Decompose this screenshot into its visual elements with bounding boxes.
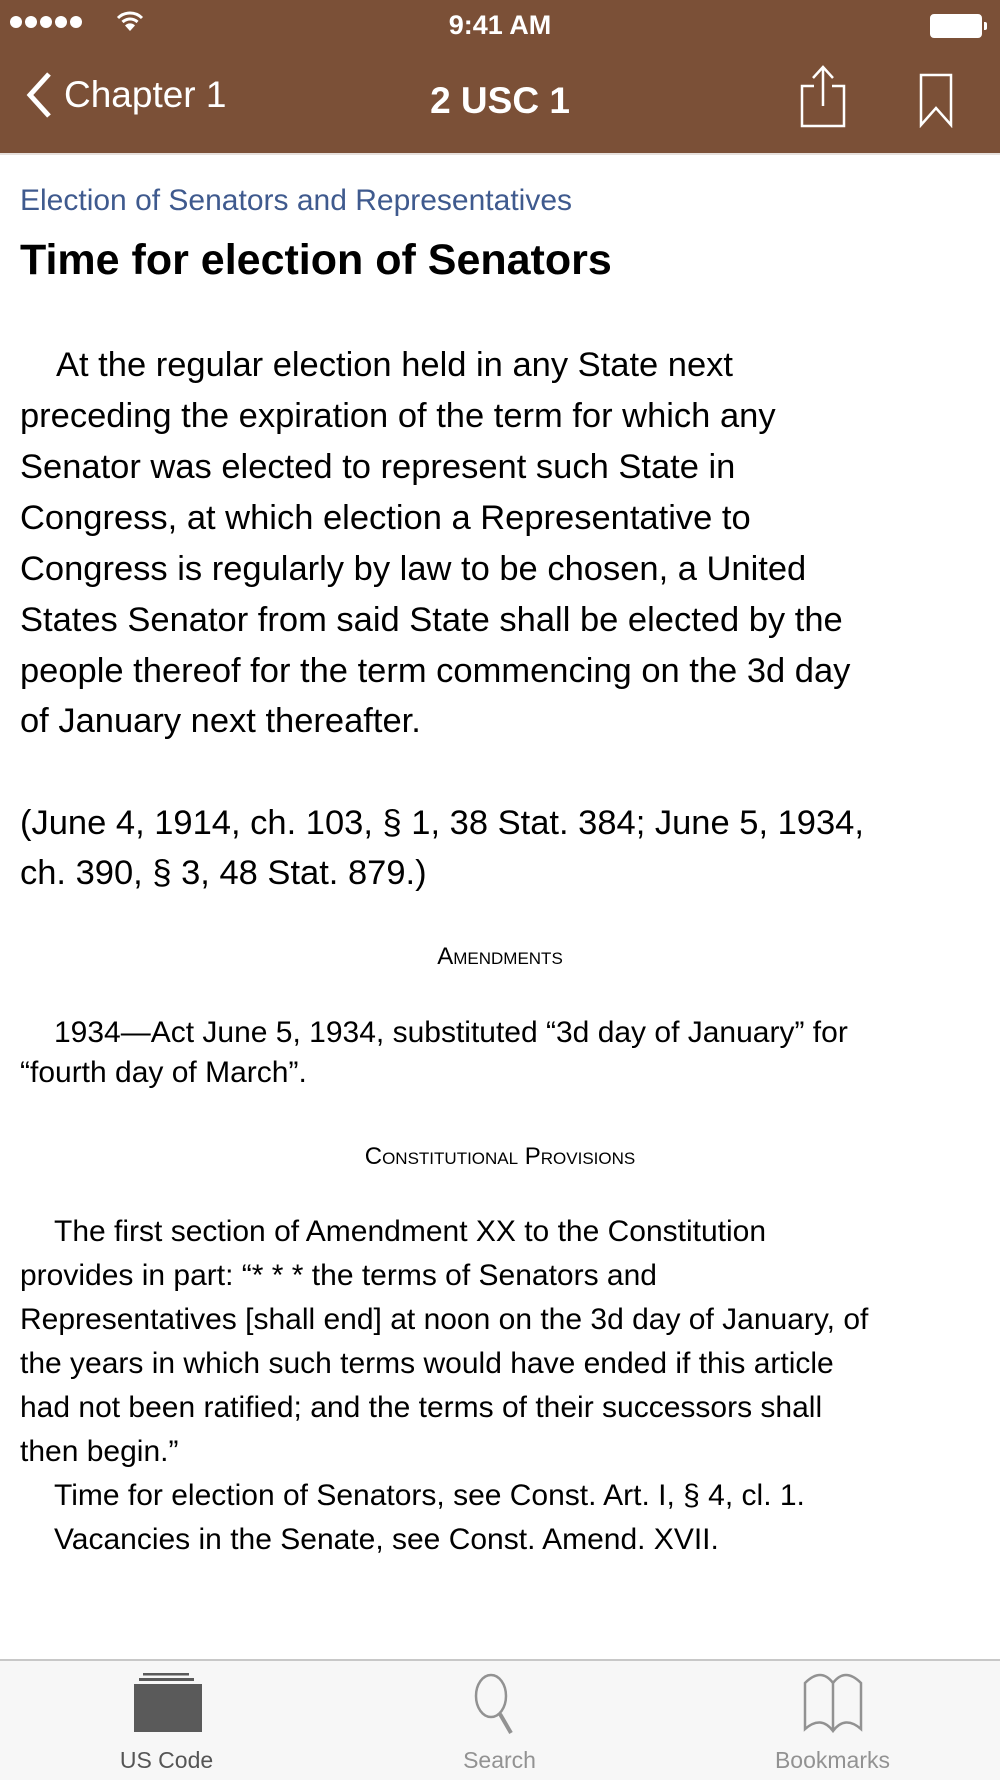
amendments-line: “fourth day of March”.	[20, 1056, 307, 1089]
provisions-line: The first section of Amendment XX to the Constitution	[54, 1215, 767, 1248]
provisions-line: Vacancies in the Senate, see Const. Amend. XVII.	[54, 1523, 719, 1556]
tab-label: US Code	[119, 1747, 214, 1773]
body-line: At the regular election held in any State next	[56, 346, 734, 384]
provisions-line: the years in which such terms would have ended if this article	[20, 1347, 834, 1380]
tab-bar	[0, 1659, 1000, 1780]
citation-line: ch. 390, § 3, 48 Stat. 879.)	[20, 854, 427, 892]
book-stack-icon	[131, 1671, 203, 1735]
provisions-line: had not been ratified; and the terms of their successors shall	[20, 1391, 823, 1424]
tab-us-code[interactable]	[0, 1661, 333, 1780]
page-title: 2 USC 1	[430, 80, 570, 121]
provisions-heading: Constitutional Provisions	[364, 1143, 636, 1170]
share-icon[interactable]	[798, 64, 848, 128]
section-title: Time for election of Senators	[20, 236, 612, 284]
body-line: people thereof for the term commencing on the 3d day	[20, 652, 851, 690]
amendments-heading: Amendments	[437, 943, 563, 970]
back-label: Chapter 1	[64, 74, 227, 115]
chevron-left-icon	[26, 72, 52, 118]
back-button[interactable]	[26, 72, 227, 118]
body-line: States Senator from said State shall be elected by the	[20, 601, 843, 639]
amendments-line: 1934—Act June 5, 1934, substituted “3d day of January” for	[54, 1016, 848, 1049]
provisions-line: Time for election of Senators, see Const. Art. I, § 4, cl. 1.	[54, 1479, 805, 1512]
tab-bookmarks[interactable]	[666, 1661, 999, 1780]
status-bar	[0, 0, 1000, 46]
search-icon	[468, 1671, 532, 1735]
provisions-line: Representatives [shall end] at noon on the 3d day of January, of	[20, 1303, 869, 1336]
tab-label: Search	[463, 1747, 536, 1773]
provisions-line: then begin.”	[20, 1435, 179, 1468]
open-book-icon	[797, 1671, 869, 1735]
battery-icon	[930, 14, 982, 38]
body-line: of January next thereafter.	[20, 702, 421, 740]
body-line: Congress, at which election a Representative to	[20, 499, 751, 537]
bookmark-icon[interactable]	[918, 72, 954, 128]
body-line: Congress is regularly by law to be chosen, a United	[20, 550, 807, 588]
body-line: Senator was elected to represent such State in	[20, 448, 736, 486]
body-line: preceding the expiration of the term for which any	[20, 397, 776, 435]
navigation-header	[0, 0, 1000, 155]
tab-search[interactable]	[333, 1661, 666, 1780]
tab-label: Bookmarks	[774, 1747, 891, 1773]
status-time: 9:41 AM	[448, 10, 552, 40]
provisions-line: provides in part: “* * * the terms of Senators and	[20, 1259, 657, 1292]
citation-line: (June 4, 1914, ch. 103, § 1, 38 Stat. 384; June 5, 1934,	[20, 804, 864, 842]
section-category: Election of Senators and Representatives	[20, 184, 572, 217]
